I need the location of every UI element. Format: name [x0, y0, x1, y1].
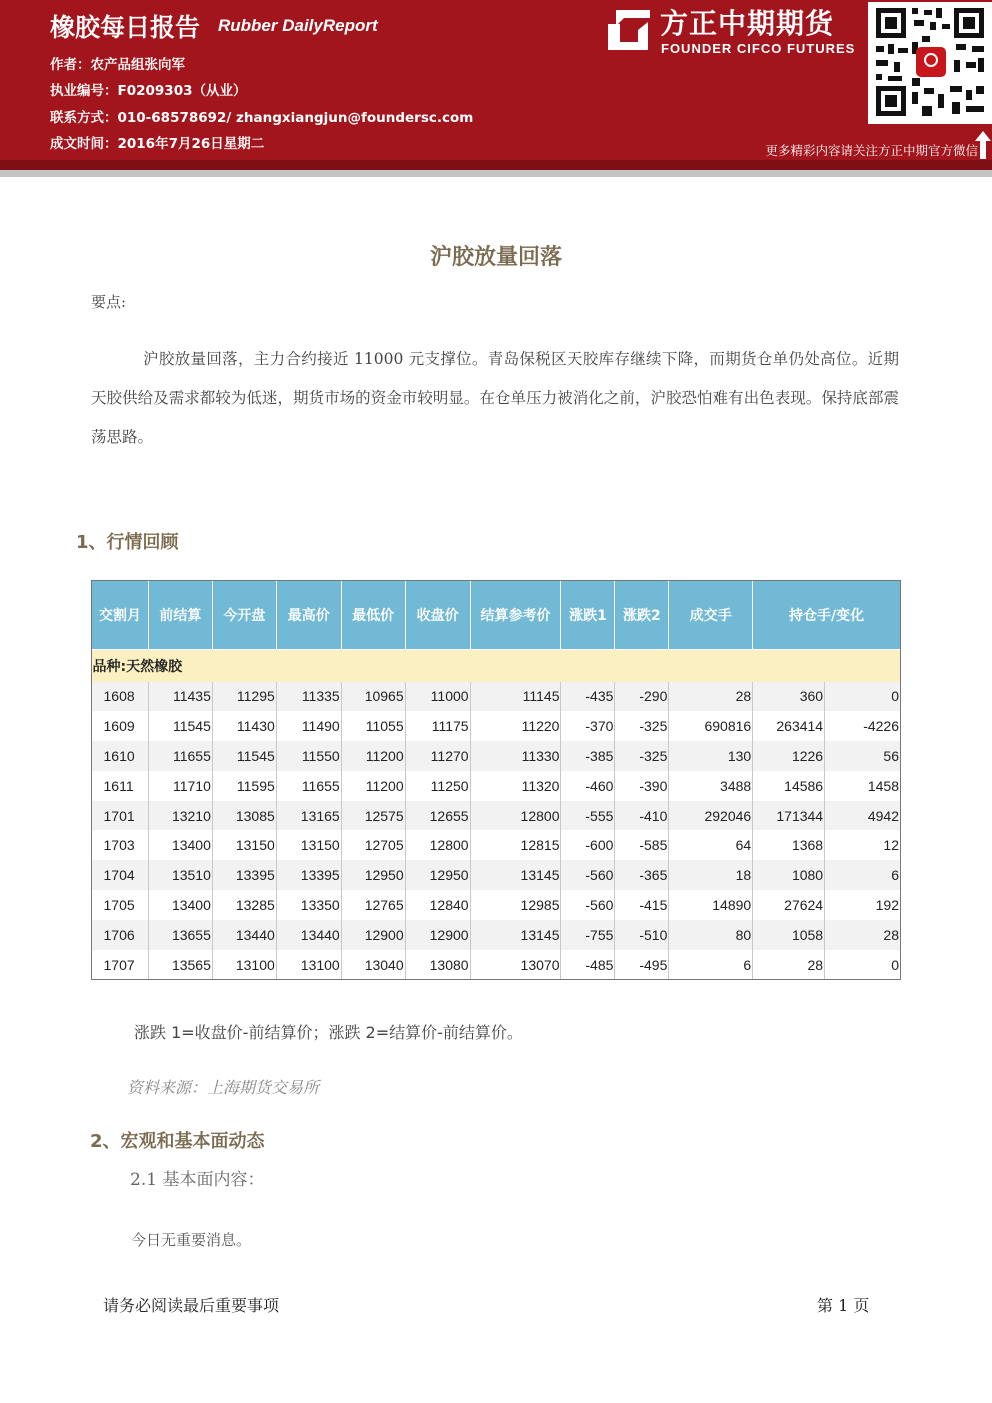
table-cell: 80	[669, 920, 753, 950]
table-cell: 13395	[212, 860, 276, 890]
table-cell: -585	[615, 830, 669, 860]
table-cell: 11330	[470, 741, 561, 771]
table-cell: 1458	[825, 771, 901, 801]
license-line: 执业编号：F0209303（从业）	[50, 83, 247, 99]
table-cell: 171344	[753, 801, 825, 831]
table-cell: 18	[669, 860, 753, 890]
table-row	[92, 890, 901, 920]
table-cell: 292046	[669, 801, 753, 831]
table-cell: 1080	[753, 860, 825, 890]
table-cell: 28	[753, 950, 825, 980]
header-divider-gray	[0, 170, 992, 177]
table-row	[92, 920, 901, 950]
table-cell: 11435	[148, 682, 212, 712]
table-cell: 11250	[405, 771, 470, 801]
column-header: 涨跌1	[561, 581, 615, 650]
founder-logo-icon	[604, 6, 652, 54]
table-header-row	[92, 581, 901, 650]
table-cell: -325	[615, 711, 669, 741]
author-line: 作者：农产品组张向军	[50, 57, 185, 73]
section-heading-market-review: 1、行情回顾	[76, 532, 179, 553]
table-cell: 1705	[92, 890, 149, 920]
table-cell: 13070	[470, 950, 561, 980]
table-cell: 13400	[148, 830, 212, 860]
company-name-en: FOUNDER CIFCO FUTURES	[661, 41, 856, 56]
table-cell: 13145	[470, 860, 561, 890]
table-cell: 11145	[470, 682, 561, 712]
table-cell: 11320	[470, 771, 561, 801]
table-cell: 11055	[341, 711, 405, 741]
column-header: 最高价	[276, 581, 341, 650]
table-cell: 11545	[212, 741, 276, 771]
header-divider	[0, 160, 992, 170]
table-cell: 6	[669, 950, 753, 980]
table-cell: -365	[615, 860, 669, 890]
document-title: 沪胶放量回落	[429, 245, 562, 270]
table-cell: -460	[561, 771, 615, 801]
table-cell: 130	[669, 741, 753, 771]
table-cell: -485	[561, 950, 615, 980]
table-cell: 11200	[341, 741, 405, 771]
table-cell: 13655	[148, 920, 212, 950]
table-row	[92, 741, 901, 771]
table-cell: 11295	[212, 682, 276, 712]
report-title-en: Rubber DailyReport	[218, 16, 378, 35]
table-cell: 11490	[276, 711, 341, 741]
column-header: 交割月	[92, 581, 149, 650]
table-cell: 12950	[341, 860, 405, 890]
table-cell: 12800	[470, 801, 561, 831]
table-cell: 12950	[405, 860, 470, 890]
table-cell: 1610	[92, 741, 149, 771]
column-header: 收盘价	[405, 581, 470, 650]
table-row	[92, 830, 901, 860]
column-header: 持仓手/变化	[753, 581, 901, 650]
contact-line: 联系方式：010-68578692/ zhangxiangjun@foundersc.com	[50, 110, 474, 126]
table-cell: 56	[825, 741, 901, 771]
key-points-label: 要点:	[91, 293, 127, 311]
column-header: 成交手	[669, 581, 753, 650]
table-cell: 11000	[405, 682, 470, 712]
table-cell: 12	[825, 830, 901, 860]
table-cell: 27624	[753, 890, 825, 920]
wechat-qr-code-icon	[868, 2, 992, 124]
table-cell: 11655	[148, 741, 212, 771]
table-cell: -555	[561, 801, 615, 831]
table-cell: 13150	[276, 830, 341, 860]
column-header: 今开盘	[212, 581, 276, 650]
table-cell: 11270	[405, 741, 470, 771]
table-row	[92, 860, 901, 890]
table-cell: 11220	[470, 711, 561, 741]
table-cell: 28	[669, 682, 753, 712]
table-cell: 13100	[212, 950, 276, 980]
table-row	[92, 771, 901, 801]
table-cell: -495	[615, 950, 669, 980]
table-cell: 11200	[341, 771, 405, 801]
table-cell: 13100	[276, 950, 341, 980]
table-cell: 1611	[92, 771, 149, 801]
arrow-up-icon	[974, 130, 992, 160]
table-cell: 1706	[92, 920, 149, 950]
table-cell: 13350	[276, 890, 341, 920]
table-cell: -385	[561, 741, 615, 771]
table-cell: 12800	[405, 830, 470, 860]
table-cell: 360	[753, 682, 825, 712]
table-cell: 10965	[341, 682, 405, 712]
column-header: 最低价	[341, 581, 405, 650]
table-cell: 11655	[276, 771, 341, 801]
table-cell: 13510	[148, 860, 212, 890]
table-cell: -410	[615, 801, 669, 831]
table-cell: 192	[825, 890, 901, 920]
table-cell: -435	[561, 682, 615, 712]
table-cell: -600	[561, 830, 615, 860]
section-heading-macro: 2、宏观和基本面动态	[90, 1131, 265, 1152]
table-cell: -560	[561, 890, 615, 920]
table-cell: 13085	[212, 801, 276, 831]
table-cell: 1704	[92, 860, 149, 890]
table-cell: 263414	[753, 711, 825, 741]
table-cell: 14890	[669, 890, 753, 920]
table-cell: 13165	[276, 801, 341, 831]
no-news-text: 今日无重要消息。	[131, 1231, 252, 1249]
column-header: 涨跌2	[615, 581, 669, 650]
summary-paragraph: 沪胶放量回落，主力合约接近 11000 元支撑位。青岛保税区天胶库存继续下降，而期货仓单仍处高位。近期天胶供给及需求都较为低迷，期货市场的资金市较明显。在仓单压力被消化之前，沪胶恐怕难有出色表现。保持底部震荡思路。	[91, 350, 899, 446]
table-cell: -370	[561, 711, 615, 741]
table-cell: 13040	[341, 950, 405, 980]
table-cell: 11595	[212, 771, 276, 801]
table-cell: -325	[615, 741, 669, 771]
table-cell: 13440	[276, 920, 341, 950]
table-cell: 0	[825, 950, 901, 980]
table-cell: 13565	[148, 950, 212, 980]
table-cell: 11550	[276, 741, 341, 771]
table-row	[92, 682, 901, 712]
table-cell: 11175	[405, 711, 470, 741]
column-header: 前结算	[148, 581, 212, 650]
table-cell: -510	[615, 920, 669, 950]
table-cell: 13395	[276, 860, 341, 890]
table-cell: -290	[615, 682, 669, 712]
table-cell: 11430	[212, 711, 276, 741]
table-cell: 12705	[341, 830, 405, 860]
table-cell: -560	[561, 860, 615, 890]
table-cell: 4942	[825, 801, 901, 831]
wechat-follow-note: 更多精彩内容请关注方正中期官方微信	[765, 143, 978, 158]
table-cell: 1608	[92, 682, 149, 712]
table-cell: 1368	[753, 830, 825, 860]
table-cell: 12985	[470, 890, 561, 920]
page-number: 第 1 页	[817, 1296, 870, 1315]
table-cell: 13210	[148, 801, 212, 831]
market-data-table	[91, 580, 901, 979]
table-cell: 13440	[212, 920, 276, 950]
table-cell: 6	[825, 860, 901, 890]
table-cell: 11545	[148, 711, 212, 741]
table-cell: 12655	[405, 801, 470, 831]
table-cell: -390	[615, 771, 669, 801]
table-cell: 12900	[341, 920, 405, 950]
table-cell: 12840	[405, 890, 470, 920]
table-cell: -4226	[825, 711, 901, 741]
table-row	[92, 950, 901, 980]
data-source: 资料来源：上海期货交易所	[127, 1078, 320, 1097]
subsection-heading-fundamentals: 2.1 基本面内容：	[130, 1170, 265, 1190]
table-cell: -755	[561, 920, 615, 950]
table-cell: 0	[825, 682, 901, 712]
table-cell: 12900	[405, 920, 470, 950]
table-cell: 1707	[92, 950, 149, 980]
table-cell: 1058	[753, 920, 825, 950]
category-label: 品种:天然橡胶	[92, 650, 901, 682]
table-cell: 12575	[341, 801, 405, 831]
footer-disclaimer: 请务必阅读最后重要事项	[103, 1296, 280, 1315]
table-cell: 13080	[405, 950, 470, 980]
table-cell: 3488	[669, 771, 753, 801]
table-row	[92, 801, 901, 831]
table-cell: 14586	[753, 771, 825, 801]
table-cell: 13150	[212, 830, 276, 860]
table-cell: 12815	[470, 830, 561, 860]
company-name-cn: 方正中期期货	[660, 7, 835, 40]
table-cell: 13285	[212, 890, 276, 920]
table-cell: 28	[825, 920, 901, 950]
table-cell: 1703	[92, 830, 149, 860]
table-cell: 12765	[341, 890, 405, 920]
table-cell: 64	[669, 830, 753, 860]
table-row	[92, 711, 901, 741]
report-title-cn: 橡胶每日报告	[50, 13, 201, 42]
table-cell: -415	[615, 890, 669, 920]
table-cell: 13400	[148, 890, 212, 920]
table-cell: 1609	[92, 711, 149, 741]
table-cell: 1701	[92, 801, 149, 831]
table-cell: 690816	[669, 711, 753, 741]
table-cell: 1226	[753, 741, 825, 771]
formula-note: 涨跌 1=收盘价-前结算价；涨跌 2=结算价-前结算价。	[134, 1023, 523, 1042]
table-cell: 13145	[470, 920, 561, 950]
column-header: 结算参考价	[470, 581, 561, 650]
table-cell: 11335	[276, 682, 341, 712]
table-cell: 11710	[148, 771, 212, 801]
date-line: 成文时间：2016年7月26日星期二	[50, 136, 265, 152]
category-row	[92, 650, 901, 682]
